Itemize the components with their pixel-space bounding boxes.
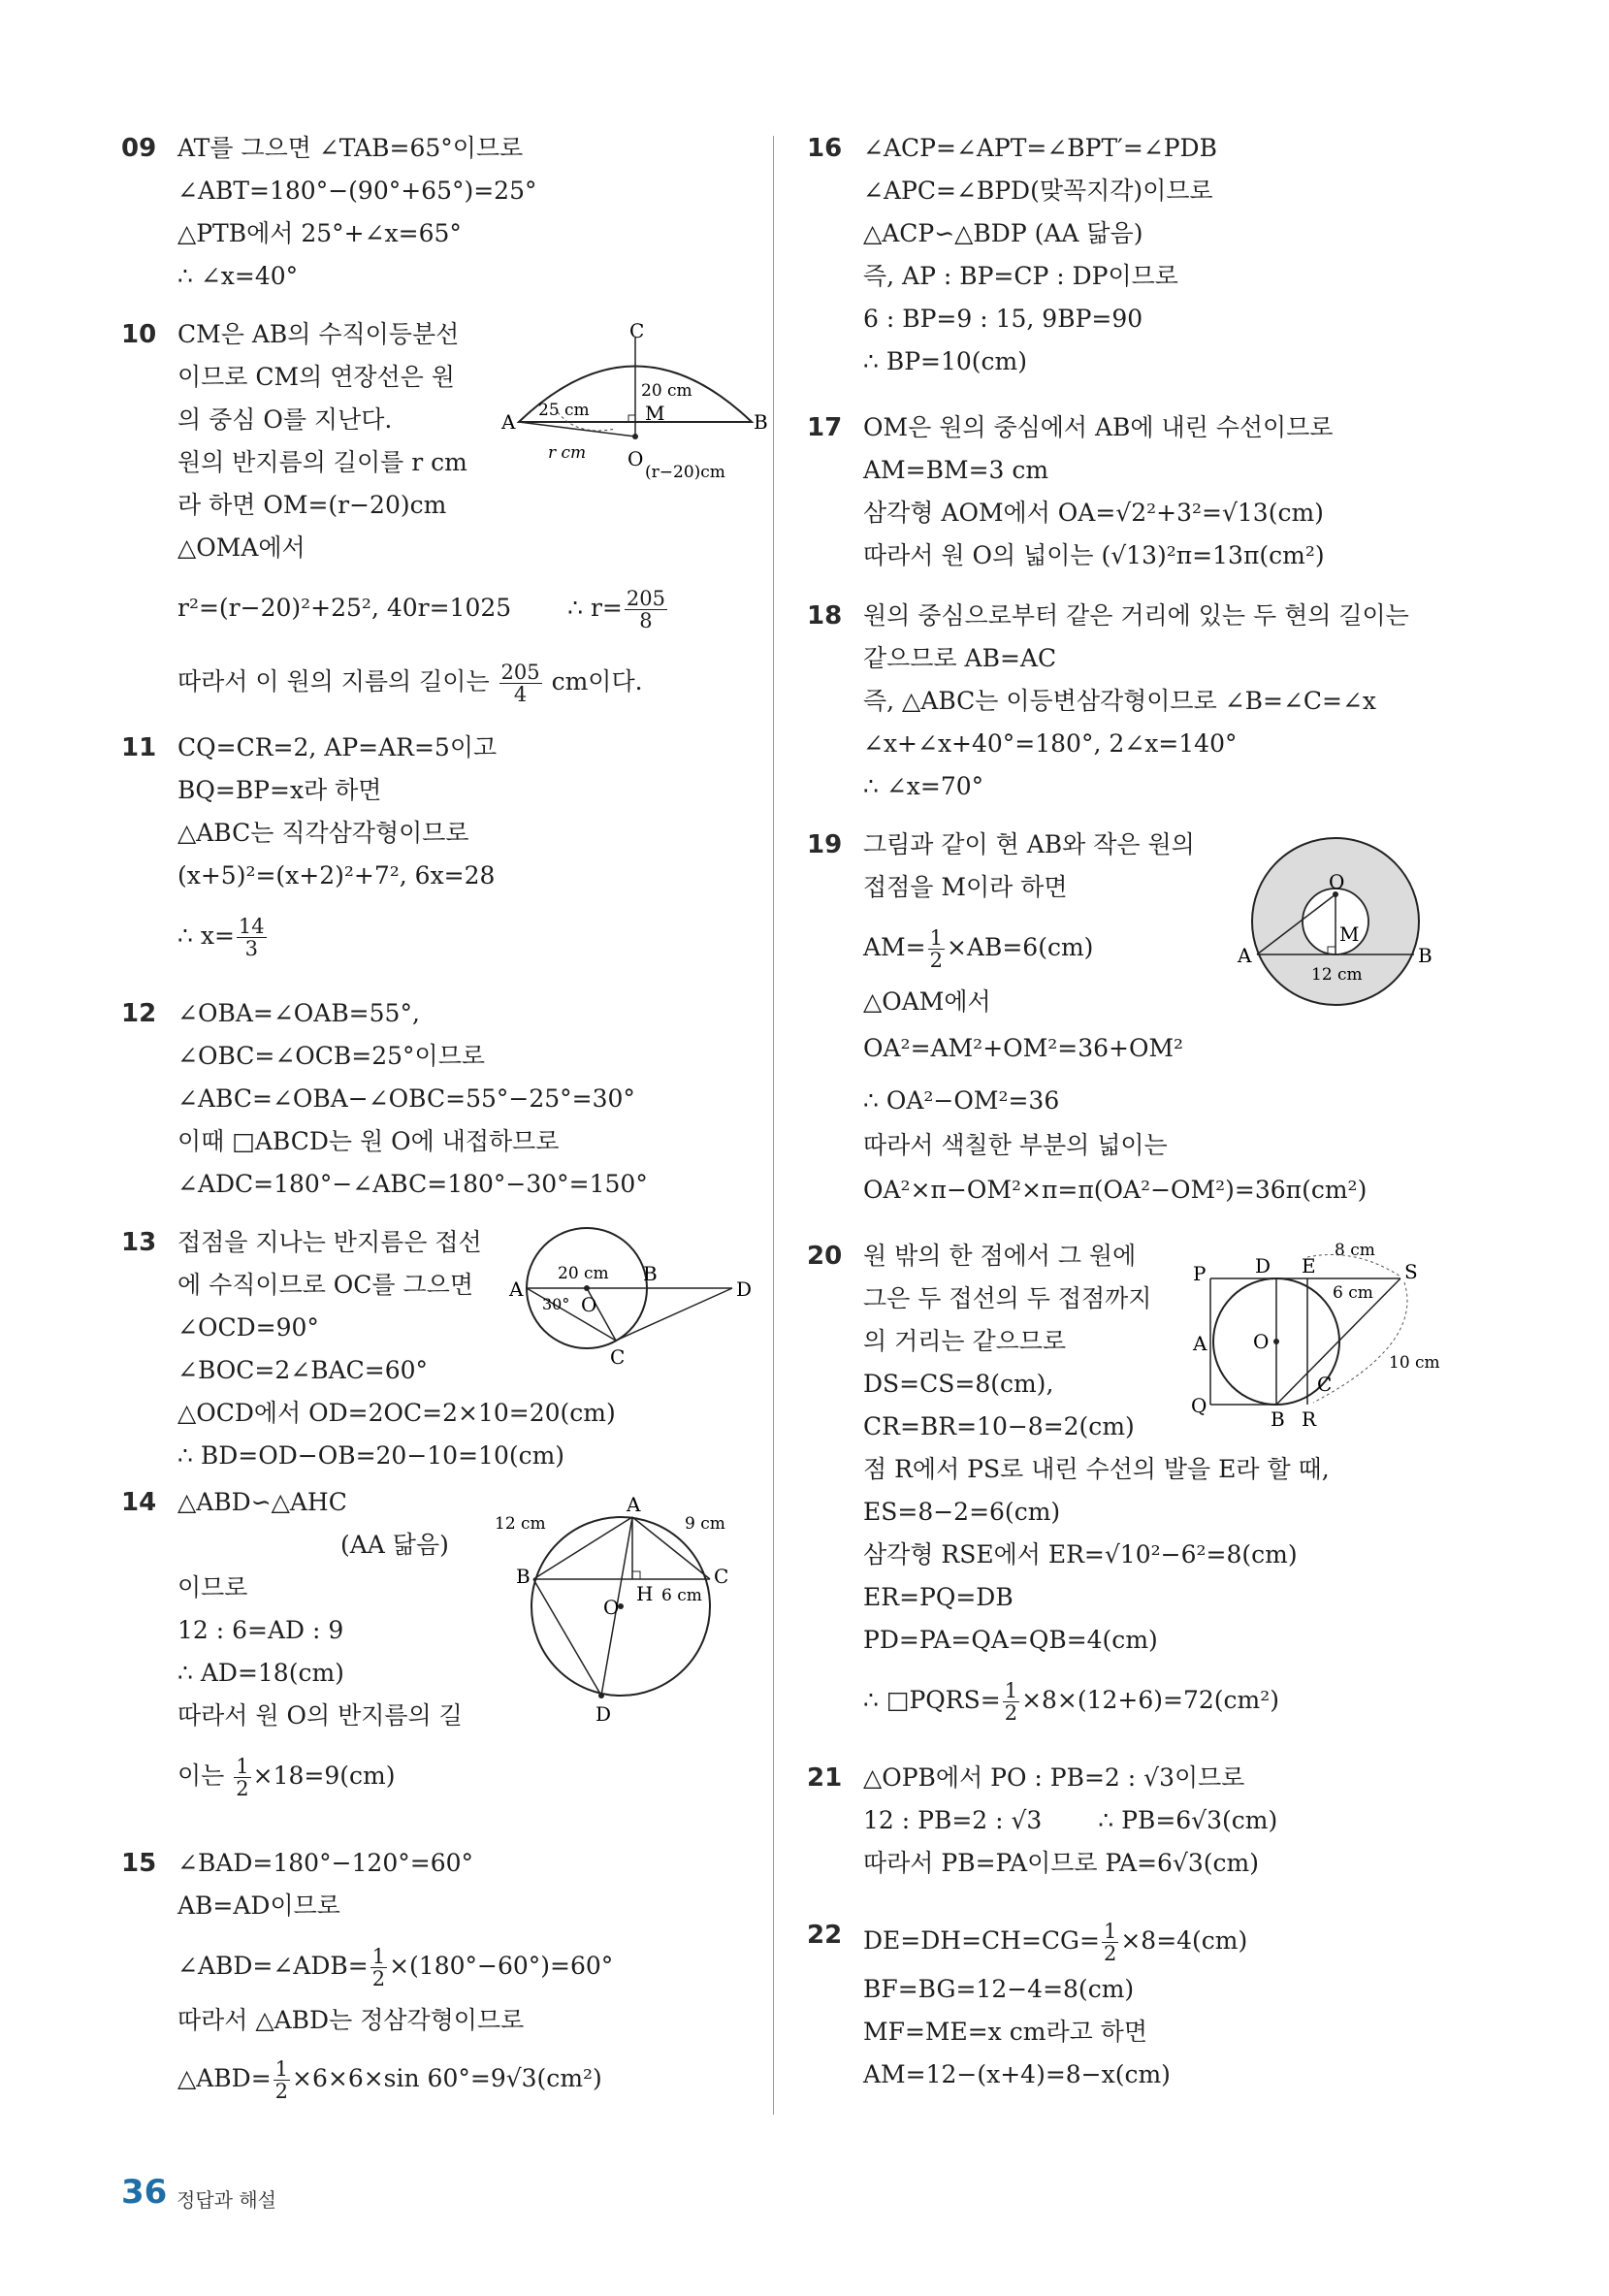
figure-19 <box>1224 834 1447 1009</box>
solution-line: OM은 원의 중심에서 AB에 내린 수선이므로 <box>863 413 1334 441</box>
solution-line: 이때 □ABCD는 원 O에 내접하므로 <box>177 1127 560 1155</box>
solution-line: ER=PQ=DB <box>863 1583 1014 1611</box>
solution-line: ∴ AD=18(cm) <box>177 1659 344 1687</box>
problem-number: 15 <box>121 1849 157 1878</box>
solution-line: 삼각형 AOM에서 OA=√2²+3²=√13(cm) <box>863 499 1324 527</box>
label-O: O <box>1329 870 1345 893</box>
text: AM= <box>863 933 926 961</box>
text: ×(180°−60°)=60° <box>389 1952 614 1980</box>
denominator: 8 <box>639 609 653 632</box>
solution-line: △OMA에서 <box>177 534 306 562</box>
text: 12 : PB=2 : √3 <box>863 1806 1043 1834</box>
label-30deg: 30° <box>542 1295 570 1313</box>
fraction <box>370 1946 387 1989</box>
fraction <box>234 1756 250 1799</box>
figure-13 <box>499 1220 761 1375</box>
solution-line: 원의 반지름의 길이를 r cm <box>177 448 467 476</box>
solution-line: △ACP∽△BDP (AA 닮음) <box>863 219 1143 247</box>
solution-line: △OAM에서 <box>863 987 991 1016</box>
label-8cm: 8 cm <box>1335 1241 1375 1260</box>
text: cm이다. <box>551 667 643 695</box>
label-A: A <box>1193 1332 1207 1355</box>
denominator: 2 <box>1103 1942 1117 1965</box>
label-O: O <box>1253 1330 1270 1353</box>
label-A: A <box>509 1277 524 1301</box>
solution-line: △OPB에서 PO : PB=2 : √3이므로 <box>863 1763 1245 1792</box>
solution-line <box>863 1806 1277 1835</box>
solution-line: 따라서 원 O의 반지름의 길 <box>177 1701 463 1730</box>
solution-line: 원 밖의 한 점에서 그 원에 <box>863 1242 1137 1270</box>
denominator: 2 <box>929 949 943 972</box>
fraction <box>499 662 542 705</box>
solution-line: 따라서 원 O의 넓이는 (√13)²π=13π(cm²) <box>863 541 1325 569</box>
solution-line: 점 R에서 PS로 내린 수선의 발을 E라 할 때, <box>863 1455 1330 1483</box>
label-M: M <box>1339 922 1360 946</box>
label-r: r cm <box>548 443 587 463</box>
label-P: P <box>1193 1262 1207 1285</box>
label-A: A <box>501 410 516 434</box>
problem-number: 10 <box>121 320 157 349</box>
solution-line: 즉, AP : BP=CP : DP이므로 <box>863 262 1178 290</box>
problem-number: 16 <box>807 134 843 163</box>
solution-line <box>177 2058 602 2102</box>
solution-line: DS=CS=8(cm), <box>863 1370 1054 1398</box>
denominator: 2 <box>1004 1701 1018 1725</box>
solution-line: 따라서 △ABD는 정삼각형이므로 <box>177 2006 525 2034</box>
denominator: 4 <box>513 683 528 706</box>
solution-line: 의 거리는 같으므로 <box>863 1327 1067 1355</box>
solution-line: PD=PA=QA=QB=4(cm) <box>863 1626 1158 1654</box>
solution-line: 이므로 <box>177 1573 248 1601</box>
fraction <box>625 588 667 631</box>
solution-line <box>863 1680 1279 1724</box>
label-r-20: (r−20)cm <box>645 463 725 482</box>
result: ∴ r= <box>567 594 623 622</box>
solution-line <box>863 927 1093 971</box>
label-D: D <box>736 1277 753 1301</box>
numerator: 1 <box>371 1945 386 1968</box>
solution-line: 따라서 PB=PA이므로 PA=6√3(cm) <box>863 1849 1259 1877</box>
problem-number: 17 <box>807 413 843 442</box>
equation: r²=(r−20)²+25², 40r=1025 <box>177 594 512 622</box>
solution-line: 원의 중심으로부터 같은 거리에 있는 두 현의 길이는 <box>863 601 1409 630</box>
solution-line: 접점을 M이라 하면 <box>863 873 1068 901</box>
label-C: C <box>714 1565 729 1588</box>
solution-line <box>177 662 643 705</box>
problem-number: 21 <box>807 1763 843 1793</box>
solution-line: AM=BM=3 cm <box>863 456 1049 484</box>
solution-line: 따라서 색칠한 부분의 넓이는 <box>863 1131 1168 1159</box>
label-C: C <box>629 319 645 342</box>
label-S: S <box>1404 1260 1418 1283</box>
solution-line: ∴ OA²−OM²=36 <box>863 1086 1060 1115</box>
solution-line: ∴ BP=10(cm) <box>863 347 1028 375</box>
text: ×18=9(cm) <box>252 1762 396 1790</box>
label-H: H <box>636 1582 654 1605</box>
solution-line: ∠OBC=∠OCB=25°이므로 <box>177 1042 486 1070</box>
label-6cm: 6 cm <box>1333 1283 1373 1303</box>
solution-line: AB=AD이므로 <box>177 1892 340 1920</box>
problem-number: 14 <box>121 1488 157 1517</box>
fraction <box>928 927 945 971</box>
label-A: A <box>1238 944 1252 967</box>
solution-line <box>177 916 269 959</box>
solution-line: 접점을 지나는 반지름은 접선 <box>177 1228 482 1256</box>
label-B: B <box>754 410 768 434</box>
solution-line: MF=ME=x cm라고 하면 <box>863 2018 1147 2046</box>
solution-line <box>177 1946 613 1989</box>
problem-number: 11 <box>121 733 157 762</box>
label-25cm: 25 cm <box>538 401 590 420</box>
solution-line: ∠ACP=∠APT=∠BPT′=∠PDB <box>863 134 1217 162</box>
solution-line: OA²=AM²+OM²=36+OM² <box>863 1034 1184 1062</box>
numerator: 14 <box>238 915 265 938</box>
solution-line: OA²×π−OM²×π=π(OA²−OM²)=36π(cm²) <box>863 1176 1368 1204</box>
solution-line: ∴ BD=OD−OB=20−10=10(cm) <box>177 1441 565 1470</box>
numerator: 205 <box>626 587 665 610</box>
problem-number: 22 <box>807 1921 843 1950</box>
solution-line: △PTB에서 25°+∠x=65° <box>177 219 462 247</box>
denominator: 2 <box>236 1777 249 1800</box>
label-10cm: 10 cm <box>1389 1353 1440 1373</box>
denominator: 2 <box>371 1967 386 1990</box>
label-O: O <box>603 1596 620 1619</box>
label-B: B <box>1418 944 1432 967</box>
figure-14 <box>495 1482 766 1725</box>
solution-line: AM=12−(x+4)=8−x(cm) <box>863 2060 1171 2088</box>
label-C: C <box>610 1345 626 1369</box>
figure-20 <box>1181 1238 1453 1432</box>
numerator: 1 <box>274 2057 289 2081</box>
solution-line: 즉, △ABC는 이등변삼각형이므로 ∠B=∠C=∠x <box>863 687 1377 715</box>
solution-line: 그은 두 접선의 두 접점까지 <box>863 1284 1152 1312</box>
solution-line: ∠OCD=90° <box>177 1313 319 1342</box>
problem-number: 18 <box>807 601 843 631</box>
numerator: 205 <box>500 661 540 684</box>
solution-line <box>863 1921 1247 1964</box>
solution-line: △ABD∽△AHC <box>177 1488 347 1516</box>
solution-line: CM은 AB의 수직이등분선 <box>177 320 460 348</box>
label-D: D <box>595 1702 612 1726</box>
label-E: E <box>1302 1254 1316 1277</box>
label-M: M <box>645 402 665 425</box>
solution-line: ∴ ∠x=40° <box>177 262 299 290</box>
solution-line: ∠x+∠x+40°=180°, 2∠x=140° <box>863 729 1238 758</box>
problem-number: 19 <box>807 830 843 859</box>
label-B: B <box>516 1565 531 1588</box>
text: ×AB=6(cm) <box>946 933 1094 961</box>
text: ×8×(12+6)=72(cm²) <box>1021 1686 1280 1714</box>
denominator: 2 <box>274 2080 289 2103</box>
text: ∴ PB=6√3(cm) <box>1098 1806 1278 1834</box>
fraction <box>1102 1921 1118 1964</box>
solution-line: (x+5)²=(x+2)²+7², 6x=28 <box>177 861 496 889</box>
solution-line: 같으므로 AB=AC <box>863 644 1057 672</box>
text: ∴ □PQRS= <box>863 1686 1001 1714</box>
label-D: D <box>1255 1254 1271 1277</box>
solution-line: ∠ABT=180°−(90°+65°)=25° <box>177 177 537 205</box>
solution-line: 그림과 같이 현 AB와 작은 원의 <box>863 830 1195 858</box>
solution-line: 라 하면 OM=(r−20)cm <box>177 491 447 519</box>
fraction <box>1003 1680 1019 1724</box>
solution-line: ∠BAD=180°−120°=60° <box>177 1849 474 1877</box>
solution-line: 에 수직이므로 OC를 그으면 <box>177 1271 473 1299</box>
label-Q: Q <box>1191 1394 1207 1417</box>
label-R: R <box>1302 1407 1317 1431</box>
solution-line: ∠BOC=2∠BAC=60° <box>177 1356 429 1384</box>
text: ×6×6×sin 60°=9√3(cm²) <box>292 2064 602 2092</box>
column-divider <box>773 136 774 2115</box>
problem-number: 13 <box>121 1228 157 1257</box>
label-O: O <box>628 447 644 470</box>
text: DE=DH=CH=CG= <box>863 1926 1100 1955</box>
label-20cm: 20 cm <box>558 1264 609 1283</box>
text: 이는 <box>177 1762 225 1790</box>
solution-line: CQ=CR=2, AP=AR=5이고 <box>177 733 498 761</box>
label-20cm: 20 cm <box>641 381 692 401</box>
solution-line: 이므로 CM의 연장선은 원 <box>177 363 455 391</box>
solution-line: CR=BR=10−8=2(cm) <box>863 1412 1135 1440</box>
solution-line: 12 : 6=AD : 9 <box>177 1616 344 1644</box>
solution-line: BQ=BP=x라 하면 <box>177 776 382 804</box>
solution-line: 의 중심 O를 지난다. <box>177 405 393 434</box>
problem-number: 09 <box>121 134 157 163</box>
solution-line: ∠ADC=180°−∠ABC=180°−30°=150° <box>177 1170 648 1198</box>
label-C: C <box>1317 1373 1333 1396</box>
label-B: B <box>643 1262 658 1285</box>
label-6cm: 6 cm <box>661 1586 702 1605</box>
text: ×8=4(cm) <box>1120 1926 1248 1955</box>
solution-line <box>177 588 669 631</box>
problem-number: 20 <box>807 1242 843 1271</box>
numerator: 1 <box>1004 1679 1018 1702</box>
page-number: 36 <box>121 2173 168 2212</box>
solution-line: △ABC는 직각삼각형이므로 <box>177 819 469 847</box>
label-O: O <box>581 1293 597 1316</box>
solution-line: △OCD에서 OD=2OC=2×10=20(cm) <box>177 1399 616 1427</box>
text: ∠ABD=∠ADB= <box>177 1952 369 1980</box>
label-B: B <box>1271 1407 1285 1431</box>
label-12cm: 12 cm <box>495 1514 546 1534</box>
fraction <box>274 2058 290 2102</box>
label-12cm: 12 cm <box>1311 965 1363 985</box>
solution-line: ∴ ∠x=70° <box>863 772 984 800</box>
figure-10 <box>499 319 768 485</box>
label-A: A <box>627 1493 641 1516</box>
label-9cm: 9 cm <box>685 1514 725 1534</box>
solution-line: 6 : BP=9 : 15, 9BP=90 <box>863 305 1143 333</box>
denominator: 3 <box>244 937 258 960</box>
solution-line: ∠ABC=∠OBA−∠OBC=55°−25°=30° <box>177 1084 635 1113</box>
problem-number: 12 <box>121 999 157 1028</box>
solution-line: BF=BG=12−4=8(cm) <box>863 1975 1135 2003</box>
solution-line: ∠APC=∠BPD(맞꼭지각)이므로 <box>863 177 1213 205</box>
solution-line: ∠OBA=∠OAB=55°, <box>177 999 420 1027</box>
numerator: 1 <box>929 926 943 950</box>
solution-line <box>177 1756 395 1799</box>
solution-line: ES=8−2=6(cm) <box>863 1498 1061 1526</box>
footer-label: 정답과 해설 <box>177 2188 276 2212</box>
solution-line: (AA 닮음) <box>340 1531 449 1559</box>
text: 따라서 이 원의 지름의 길이는 <box>177 667 490 695</box>
numerator: 1 <box>1103 1920 1117 1943</box>
solution-line: AT를 그으면 ∠TAB=65°이므로 <box>177 134 524 162</box>
text: ∴ x= <box>177 922 235 950</box>
text: △ABD= <box>177 2064 272 2092</box>
solution-line: 삼각형 RSE에서 ER=√10²−6²=8(cm) <box>863 1540 1298 1568</box>
numerator: 1 <box>236 1755 249 1778</box>
fraction <box>237 916 267 959</box>
